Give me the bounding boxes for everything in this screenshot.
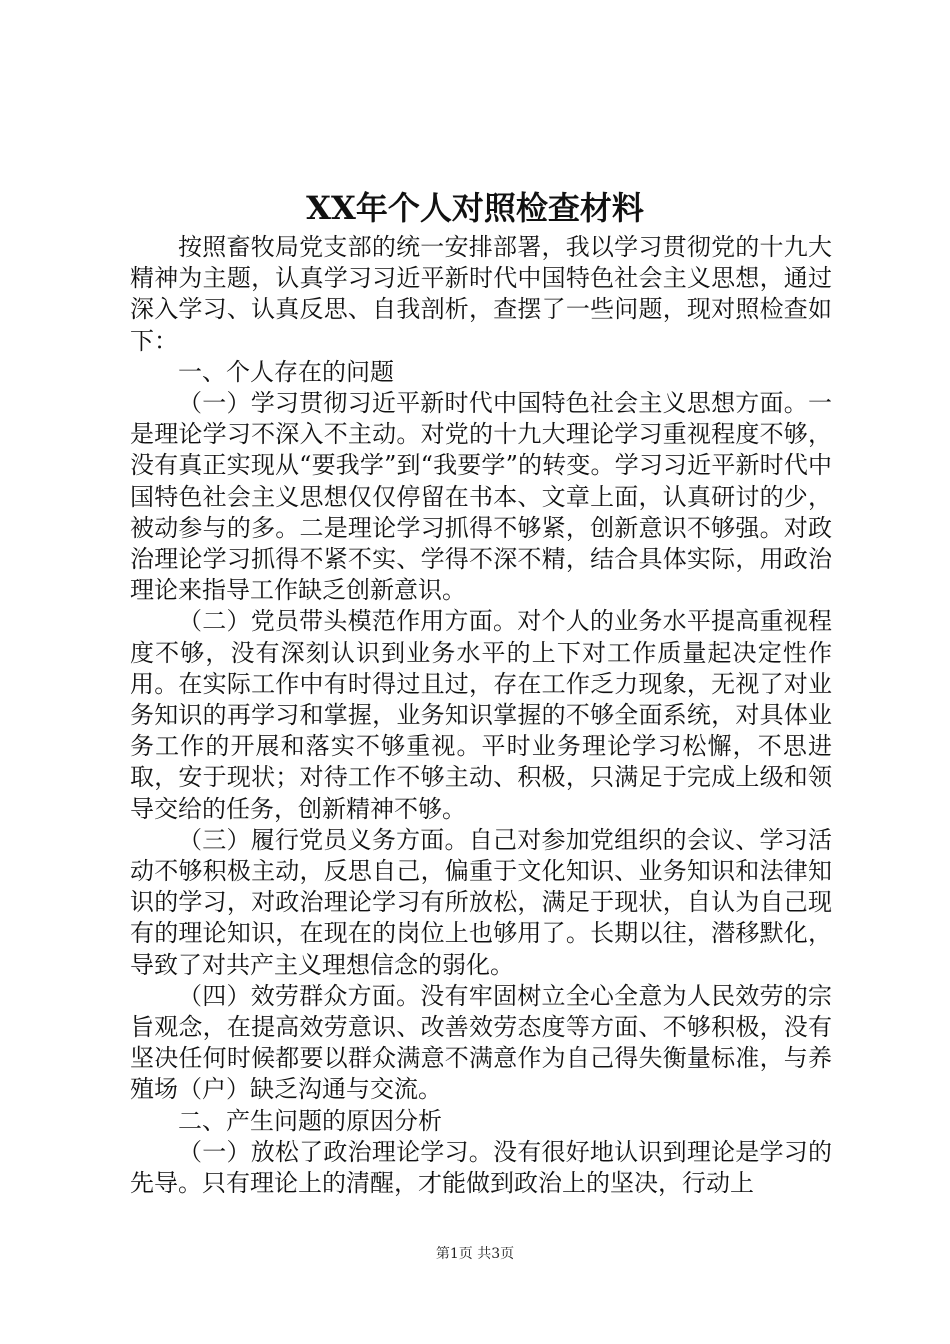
section-heading-causes: 二、产生问题的原因分析 [178, 1106, 442, 1135]
paragraph-problem-2: （二）党员带头模范作用方面。对个人的业务水平提高重视程度不够，没有深刻认识到业务水平的上下对工作质量起决定性作用。在实际工作中有时得过且过，存在工作乏力现象，无视了对业务知识的再学习和掌握，业务知识掌握的不够全面系统，对具体业务工作的开展和落实不够重视。平时业务理论学习松懈，不思进取，安于现状；对待工作不够主动、积极，只满足于完成上级和领导交给的任务，创新精神不够。 [130, 607, 832, 823]
paragraph-cause-1: （一）放松了政治理论学习。没有很好地认识到理论是学习的先导。只有理论上的清醒，才能做到政治上的坚决，行动上 [130, 1137, 832, 1198]
paragraph-problem-1: （一）学习贯彻习近平新时代中国特色社会主义思想方面。一是理论学习不深入不主动。对党的十九大理论学习重视程度不够，没有真正实现从“要我学”到“我要学”的转变。学习习近平新时代中国特色社会主义思想仅仅停留在书本、文章上面，认真研讨的少，被动参与的多。二是理论学习抓得不够紧，创新意识不够强。对政治理论学习抓得不紧不实、学得不深不精，结合具体实际，用政治理论来指导工作缺乏创新意识。 [130, 389, 832, 605]
page-footer: 第1页 共3页 [435, 1246, 515, 1262]
paragraph-intro: 按照畜牧局党支部的统一安排部署，我以学习贯彻党的十九大精神为主题，认真学习习近平新时代中国特色社会主义思想，通过深入学习、认真反思、自我剖析，查摆了一些问题，现对照检查如下： [130, 233, 832, 355]
paragraph-problem-4: （四）效劳群众方面。没有牢固树立全心全意为人民效劳的宗旨观念，在提高效劳意识、改善效劳态度等方面、不够积极，没有坚决任何时候都要以群众满意不满意作为自己得失衡量标准，与养殖场（户）缺乏沟通与交流。 [130, 981, 832, 1104]
document-title: XX年个人对照检查材料 [306, 189, 644, 227]
paragraph-problem-3: （三）履行党员义务方面。自己对参加党组织的会议、学习活动不够积极主动，反思自己，偏重于文化知识、业务知识和法律知识的学习，对政治理论学习有所放松，满足于现状，自认为自己现有的理论知识，在现在的岗位上也够用了。长期以往，潜移默化，导致了对共产主义理想信念的弱化。 [130, 825, 832, 979]
document-body [130, 232, 832, 1199]
section-heading-problems: 一、个人存在的问题 [178, 357, 394, 386]
